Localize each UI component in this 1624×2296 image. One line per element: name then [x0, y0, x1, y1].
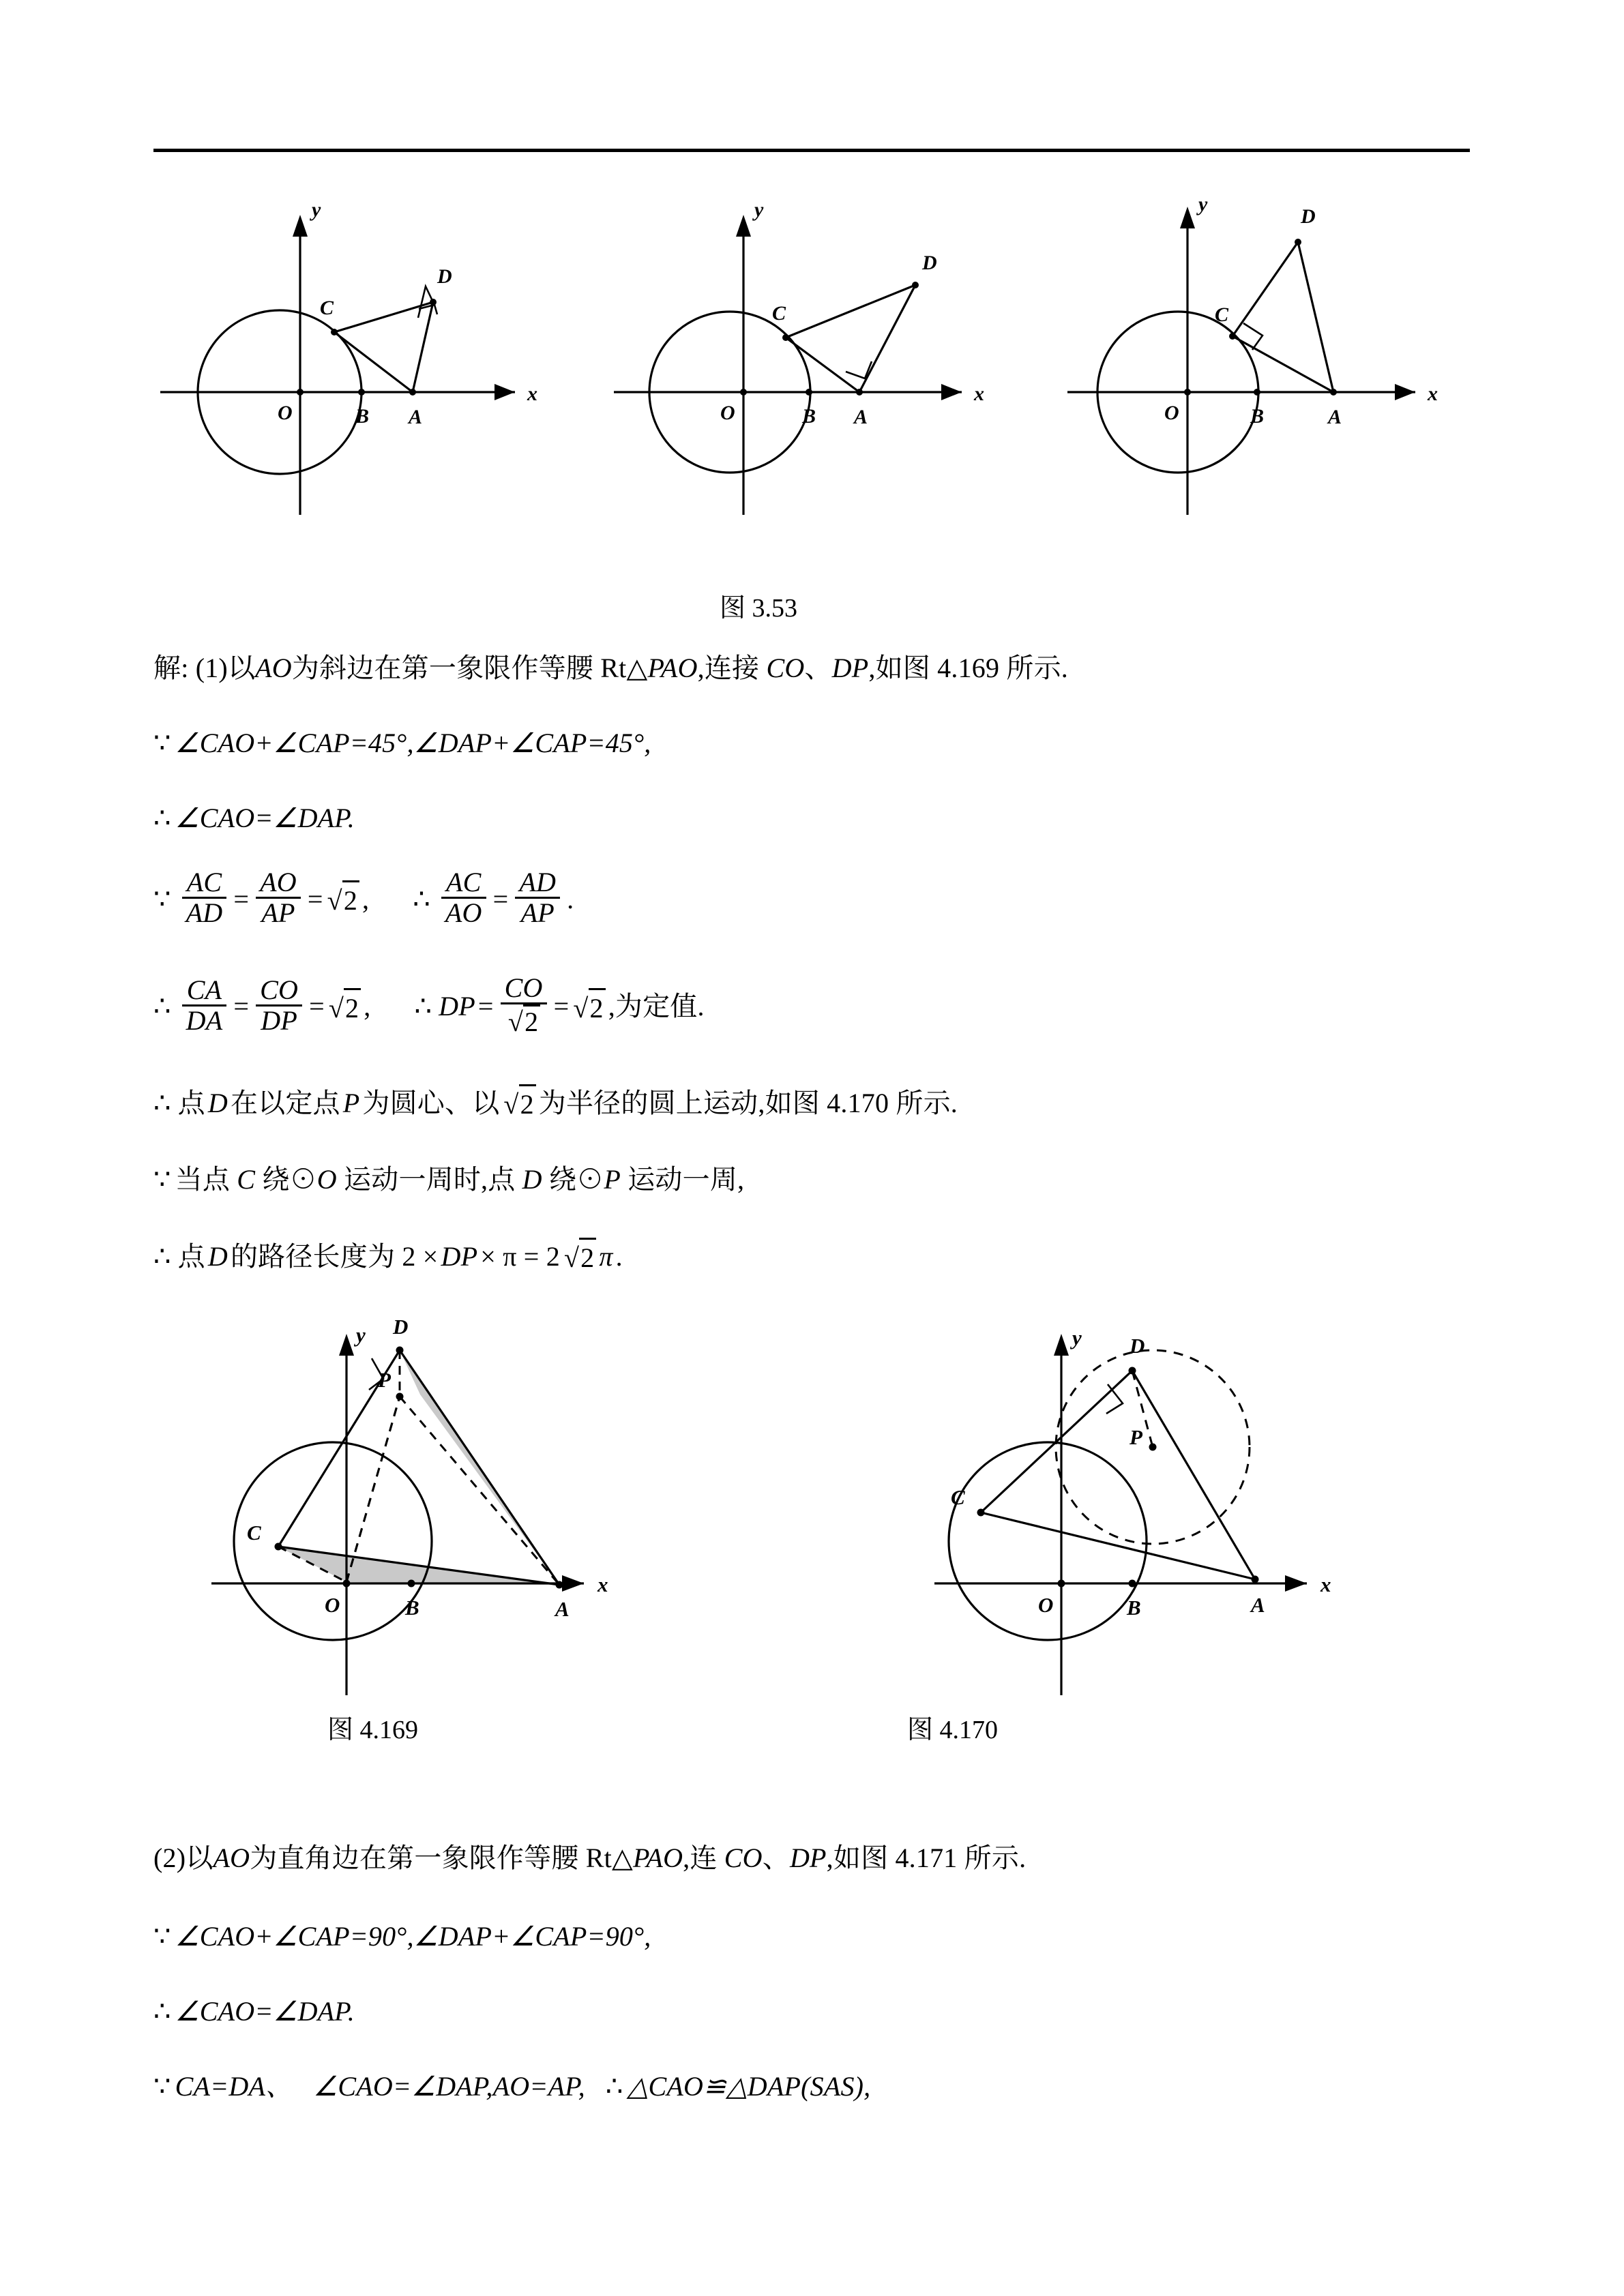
label-B-4170: B — [1127, 1596, 1141, 1620]
line6-p: P — [342, 1087, 360, 1118]
line9-mid2: ,连 — [683, 1843, 724, 1873]
label-y-4169: y — [356, 1323, 366, 1347]
line5-therefore-2: ∴ — [414, 991, 432, 1022]
line9-prefix: (2)以 — [153, 1843, 213, 1873]
point-B-dot — [1129, 1580, 1136, 1587]
solution-line-2 — [153, 726, 651, 760]
label-y-1: y — [312, 198, 321, 221]
line4-therefore: ∴ — [413, 883, 430, 914]
label-C-4170: C — [951, 1485, 965, 1509]
line8-pi: π — [599, 1240, 613, 1272]
label-P-4170: P — [1130, 1425, 1142, 1449]
label-O-4169: O — [325, 1593, 340, 1617]
line8-c: × π = 2 — [480, 1240, 560, 1272]
line5-therefore: ∴ — [153, 991, 171, 1022]
line12-eq1: CA=DA、 — [175, 2071, 293, 2102]
line8-a: 点 — [177, 1240, 205, 1272]
line5-eq3: = — [477, 991, 494, 1022]
x-axis-arrow — [1285, 1575, 1307, 1592]
point-A-dot — [409, 389, 416, 396]
line11-therefore: ∴ — [153, 1996, 171, 2027]
point-B-dot — [408, 1580, 415, 1587]
label-x-2: x — [974, 383, 984, 405]
point-P-dot — [1149, 1444, 1157, 1451]
sqrt-2-d: √2 — [502, 1084, 535, 1122]
fraction-ca-da — [182, 976, 227, 1035]
line3-therefore: ∴ — [153, 803, 171, 833]
segment-CD — [786, 285, 915, 338]
fraction-co-sqrt2 — [501, 974, 547, 1037]
label-O-2: O — [720, 402, 735, 424]
fraction-ac-ao — [441, 868, 486, 927]
y-axis-arrow — [1054, 1334, 1069, 1356]
label-D-2: D — [922, 252, 937, 274]
line12-because: ∵ — [153, 2071, 171, 2102]
segment-CA — [1232, 336, 1333, 392]
sqrt-2-e: √2 — [563, 1238, 596, 1275]
label-O-3: O — [1164, 402, 1179, 424]
segment-DA — [400, 1350, 559, 1585]
solution-line-3 — [153, 801, 355, 835]
sqrt-value: 2 — [344, 988, 361, 1026]
figure-3-53-panel-2 — [607, 174, 1016, 546]
label-A-4169: A — [555, 1597, 570, 1621]
segment-CA — [334, 332, 413, 392]
line9-seg-ao: AO — [213, 1843, 250, 1873]
label-A-3: A — [1328, 406, 1342, 428]
point-D-dot — [1129, 1367, 1136, 1375]
frac-num: AO — [260, 867, 297, 897]
line7-d2: 绕⊙ — [542, 1164, 604, 1195]
sqrt-2-a: √2 — [326, 880, 359, 918]
diagram-svg-4-170 — [928, 1316, 1364, 1698]
line9-seg-co: CO — [724, 1843, 763, 1873]
line1-seg-dp: DP — [831, 653, 869, 683]
line12-eq2: ∠CAO=∠DAP, — [313, 2071, 493, 2102]
point-D-dot — [1295, 239, 1301, 245]
figure-caption-4-170: 图 4.170 — [907, 1716, 999, 1744]
line1-prefix: 解: (1)以 — [153, 653, 256, 683]
point-D-dot — [396, 1347, 404, 1354]
line5-tail: ,为定值. — [608, 991, 705, 1022]
line1-seg-co: CO — [766, 653, 805, 683]
line6-b: 在以定点 — [230, 1087, 340, 1118]
line2-eq1: ∠CAO+∠CAP=45°, — [175, 728, 414, 758]
segment-DA — [1132, 1371, 1255, 1579]
point-A-dot — [1252, 1576, 1259, 1583]
solution-line-9 — [153, 1841, 1026, 1875]
label-D-4169: D — [393, 1316, 409, 1339]
line4-comma: , — [362, 883, 370, 914]
line1-mid: 为斜边在第一象限作等腰 Rt△ — [291, 653, 648, 683]
line10-eq2: ∠DAP+∠CAP=90°, — [413, 1921, 651, 1952]
frac-num: CO — [504, 972, 543, 1003]
line5-eq4: = — [553, 991, 570, 1022]
point-O-dot — [1184, 389, 1191, 396]
y-axis-arrow — [339, 1334, 354, 1356]
diagram-svg-2 — [607, 174, 1016, 542]
line7-e: 运动一周, — [621, 1164, 745, 1195]
point-A-dot — [856, 389, 863, 396]
x-axis-arrow — [1395, 384, 1415, 400]
figure-3-53-panel-3 — [1061, 174, 1470, 546]
line7-a: 当点 — [175, 1164, 237, 1195]
x-axis-arrow — [562, 1575, 584, 1592]
label-C-4169: C — [247, 1521, 261, 1545]
solution-line-7 — [153, 1163, 744, 1197]
figure-caption-3-53: 图 3.53 — [720, 594, 798, 623]
diagram-svg-4-169 — [205, 1316, 641, 1698]
point-A-dot — [1330, 389, 1337, 396]
line7-because: ∵ — [153, 1164, 171, 1195]
line7-d: D — [522, 1164, 542, 1195]
line8-therefore: ∴ — [153, 1240, 171, 1272]
line5-dp: DP — [439, 991, 475, 1022]
point-B-dot — [806, 389, 812, 396]
solution-line-11 — [153, 1995, 355, 2029]
line4-eq3: = — [492, 883, 509, 914]
line6-d: D — [207, 1087, 228, 1118]
line7-b: 绕⊙ — [255, 1164, 317, 1195]
figure-4-169-panel — [205, 1316, 641, 1701]
label-y-3: y — [1198, 193, 1208, 215]
line9-mid: 为直角边在第一象限作等腰 Rt△ — [250, 1843, 633, 1873]
point-D-dot — [912, 282, 919, 288]
frac-den: AD — [182, 897, 227, 927]
line12-therefore: ∴ — [605, 2071, 623, 2102]
figure-row-bottom — [205, 1316, 1364, 1698]
line11-eq: ∠CAO=∠DAP. — [175, 1996, 355, 2027]
line9-seg-dp: DP — [789, 1843, 827, 1873]
solution-line-10 — [153, 1920, 651, 1954]
sqrt-value: 2 — [519, 1084, 536, 1122]
fraction-co-dp — [256, 976, 302, 1035]
line4-eq1: = — [233, 883, 250, 914]
segment-DA — [413, 302, 433, 392]
sqrt-2-den: √2 — [507, 1004, 540, 1037]
shaded-triangles — [278, 1350, 559, 1585]
label-x-4169: x — [597, 1572, 608, 1596]
line12-eq3: AO=AP, — [492, 2071, 585, 2102]
label-A-1: A — [409, 406, 423, 428]
line12-eq4: △CAO≌△DAP(SAS), — [627, 2071, 871, 2102]
point-C-dot — [1229, 333, 1236, 340]
y-axis-arrow — [1180, 207, 1195, 228]
solution-line-6 — [153, 1084, 958, 1122]
sqrt-2-b: √2 — [327, 988, 361, 1026]
line7-c: C — [237, 1164, 256, 1195]
line6-d2: 为半径的圆上运动,如图 4.170 所示. — [538, 1087, 958, 1118]
label-A-2: A — [854, 406, 868, 428]
label-B-2: B — [802, 405, 816, 428]
frac-den — [501, 1002, 547, 1037]
label-B-4169: B — [405, 1596, 419, 1620]
label-P-4169: P — [378, 1368, 391, 1392]
frac-num: AD — [519, 867, 557, 897]
label-D-1: D — [437, 265, 452, 288]
line8-b: 的路径长度为 2 × — [230, 1240, 439, 1272]
label-B-1: B — [355, 405, 370, 428]
solution-line-5 — [153, 972, 705, 1038]
figure-4-170-panel — [928, 1316, 1364, 1701]
point-P-dot — [396, 1393, 404, 1401]
line8-d: D — [207, 1240, 228, 1272]
x-axis-arrow — [941, 384, 962, 400]
segment-CA — [786, 338, 859, 392]
label-D-4170: D — [1130, 1334, 1145, 1358]
line1-tail: ,如图 4.169 所示. — [868, 653, 1068, 683]
frac-den: AP — [515, 897, 560, 927]
solution-line-8 — [153, 1238, 623, 1275]
label-O-4170: O — [1038, 1593, 1054, 1617]
frac-den: DP — [256, 1004, 302, 1035]
point-O-dot — [343, 1580, 351, 1587]
sqrt-value: 2 — [342, 880, 359, 918]
solution-line-4 — [153, 869, 574, 929]
fraction-ad-ap — [515, 868, 560, 927]
point-O-dot — [740, 389, 747, 396]
line2-because: ∵ — [153, 728, 171, 758]
line7-c2: 运动一周时,点 — [336, 1164, 522, 1195]
frac-num: CO — [260, 974, 299, 1005]
dashed-PA — [400, 1397, 559, 1585]
label-x-4170: x — [1320, 1572, 1331, 1596]
line9-sep: 、 — [762, 1843, 790, 1873]
point-D-dot — [430, 299, 437, 305]
frac-num: CA — [186, 974, 222, 1005]
line8-d2: . — [615, 1240, 623, 1272]
line10-eq1: ∠CAO+∠CAP=90°, — [175, 1921, 414, 1952]
line4-eq2: = — [307, 883, 323, 914]
solution-line-12 — [153, 2070, 870, 2104]
solution-line-1 — [153, 651, 1068, 685]
line5-eq2: = — [309, 991, 325, 1022]
line5-eq1: = — [233, 991, 250, 1022]
label-x-1: x — [527, 383, 537, 405]
point-O-dot — [297, 389, 304, 396]
label-y-2: y — [754, 198, 764, 221]
line6-therefore: ∴ — [153, 1087, 171, 1118]
point-C-dot — [331, 329, 338, 336]
figure-row-top — [153, 174, 1470, 556]
label-C-1: C — [320, 297, 334, 319]
point-O-dot — [1058, 1580, 1065, 1587]
line4-period: . — [567, 883, 574, 914]
right-angle-mark-C — [1243, 323, 1263, 350]
line1-sep: 、 — [804, 653, 832, 683]
segment-DA — [1298, 242, 1333, 392]
label-C-3: C — [1215, 303, 1229, 326]
diagram-svg-1 — [153, 174, 563, 542]
frac-num: AC — [445, 867, 482, 897]
line8-dp: DP — [441, 1240, 478, 1272]
figure-3-53-panel-1 — [153, 174, 563, 546]
label-C-2: C — [772, 302, 786, 325]
segment-CD — [1232, 242, 1298, 336]
frac-den: DA — [182, 1004, 227, 1035]
label-O-1: O — [278, 402, 293, 424]
line6-c: 为圆心、以 — [362, 1087, 500, 1118]
label-y-4170: y — [1072, 1326, 1082, 1350]
header-rule — [153, 149, 1470, 152]
y-axis-arrow — [736, 215, 751, 237]
line10-because: ∵ — [153, 1921, 171, 1952]
label-D-3: D — [1301, 205, 1316, 228]
frac-den: AO — [441, 897, 486, 927]
fraction-ac-ad — [182, 868, 227, 927]
point-B-dot — [1254, 389, 1260, 396]
line5-comma: , — [364, 991, 371, 1022]
segment-DA — [859, 285, 915, 392]
point-C-dot — [782, 334, 789, 341]
line1-mid2: ,连接 — [697, 653, 767, 683]
line9-tail: ,如图 4.171 所示. — [826, 1843, 1027, 1873]
label-A-4170: A — [1251, 1593, 1265, 1617]
frac-den: AP — [256, 897, 301, 927]
line6-a: 点 — [177, 1087, 205, 1118]
point-A-dot — [556, 1581, 563, 1589]
sqrt-2-c: √2 — [572, 988, 605, 1026]
point-C-dot — [275, 1543, 282, 1551]
sqrt-value: 2 — [579, 1238, 596, 1275]
line2-eq2: ∠DAP+∠CAP=45°, — [413, 728, 651, 758]
point-B-dot — [358, 389, 365, 396]
line3-eq: ∠CAO=∠DAP. — [175, 803, 355, 833]
label-x-3: x — [1428, 383, 1438, 405]
line1-seg-pao: PAO — [647, 653, 698, 683]
line1-seg-ao: AO — [255, 653, 292, 683]
label-B-3: B — [1250, 405, 1265, 428]
line7-p: P — [604, 1164, 621, 1195]
y-axis-arrow — [293, 215, 308, 237]
fraction-ao-ap — [256, 868, 301, 927]
frac-num: AC — [186, 867, 222, 897]
line4-because: ∵ — [153, 883, 171, 914]
sqrt-value: 2 — [523, 1004, 540, 1037]
x-axis-arrow — [494, 384, 515, 400]
line7-o: O — [316, 1164, 337, 1195]
figure-caption-4-169: 图 4.169 — [327, 1716, 419, 1744]
sqrt-value: 2 — [589, 988, 606, 1026]
line9-seg-pao: PAO — [632, 1843, 683, 1873]
diagram-svg-3 — [1061, 174, 1470, 542]
point-C-dot — [977, 1509, 985, 1517]
